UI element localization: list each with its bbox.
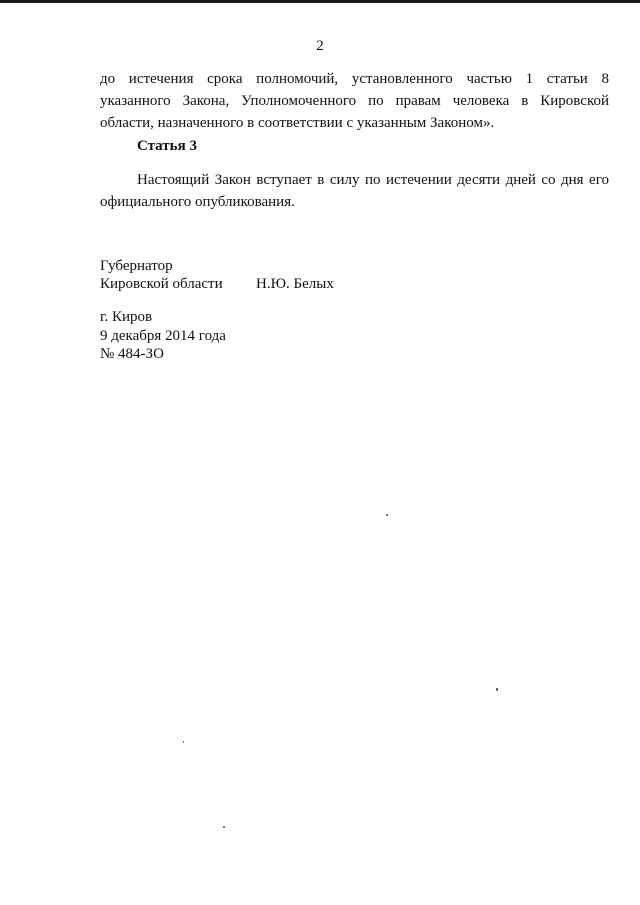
article-3-paragraph (100, 169, 609, 213)
paragraph-line: области, назначенного в соответствии с указанным Законом». (100, 115, 495, 131)
paragraph-line: Настоящий Закон вступает в силу по истечении десяти дней со дня его (137, 172, 609, 188)
page-number: 2 (316, 38, 324, 54)
paragraph-line: указанного Закона, Уполномоченного по правам человека в Кировской (100, 93, 609, 109)
signatory-name: Н.Ю. Белых (256, 276, 334, 292)
document-number: № 484-ЗО (100, 346, 164, 362)
scan-speck (183, 741, 184, 743)
document-date: 9 декабря 2014 года (100, 328, 226, 344)
article-continuation-paragraph (100, 68, 609, 134)
paragraph-line: официального опубликования. (100, 194, 295, 210)
article-heading: Статья 3 (137, 138, 197, 154)
scan-speck (223, 826, 225, 828)
signatory-region: Кировской области (100, 276, 223, 292)
document-city: г. Киров (100, 309, 153, 325)
paragraph-line: до истечения срока полномочий, установленного частью 1 статьи 8 (100, 71, 609, 87)
scan-speck (496, 688, 498, 691)
page-top-border (0, 0, 640, 3)
signatory-title: Губернатор (100, 258, 173, 274)
scan-speck (386, 514, 388, 516)
